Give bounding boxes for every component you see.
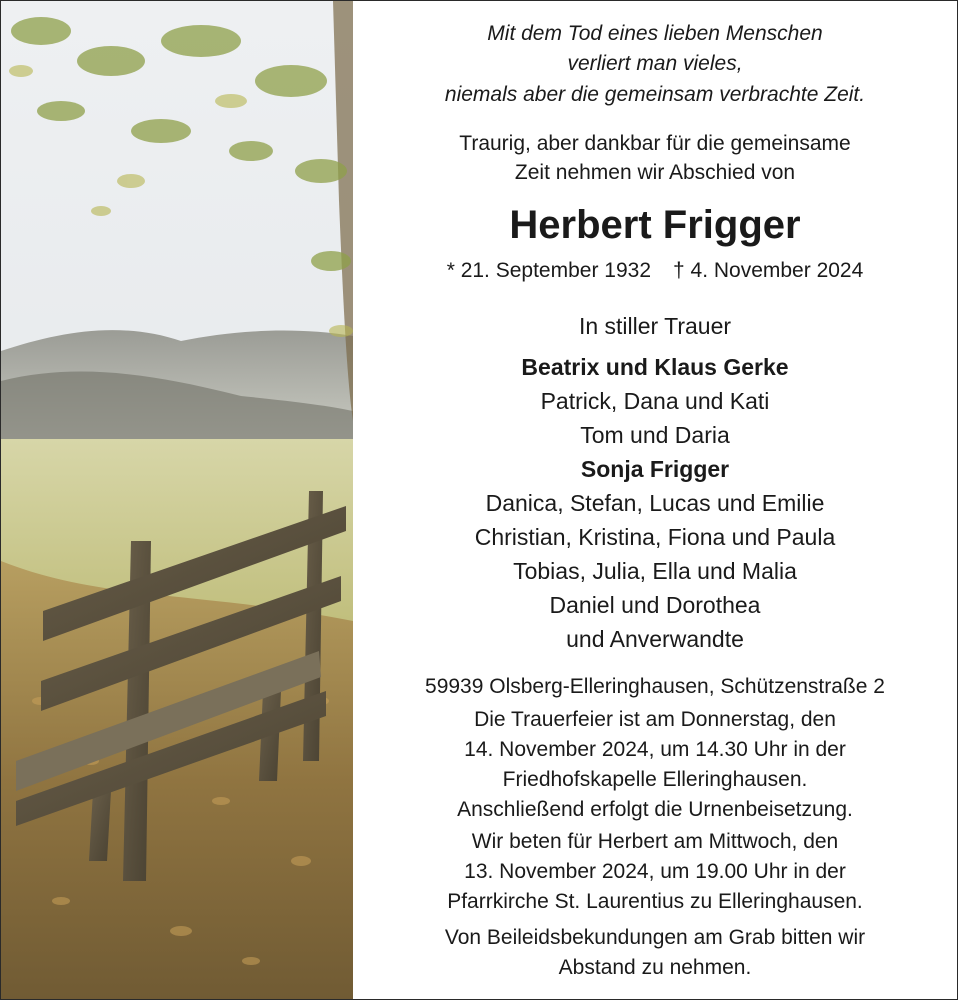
motto-line: verliert man vieles,	[567, 52, 743, 75]
funeral-line: Anschließend erfolgt die Urnenbeisetzung.	[457, 798, 853, 821]
mourner-line: Sonja Frigger	[580, 456, 730, 482]
funeral-line: Friedhofskapelle Elleringhausen.	[502, 768, 808, 791]
mourner-line: Tom und Daria	[580, 422, 730, 448]
life-dates	[353, 257, 957, 285]
prayer-line: Pfarrkirche St. Laurentius zu Elleringhausen.	[447, 890, 863, 913]
intro-line: Zeit nehmen wir Abschied von	[514, 161, 796, 184]
motto-line: Mit dem Tod eines lieben Menschen	[487, 22, 823, 45]
bench-landscape-image	[1, 1, 353, 999]
birth-date: * 21. September 1932	[446, 259, 651, 282]
mourner-line: Patrick, Dana und Kati	[540, 388, 770, 414]
closing-line: Abstand zu nehmen.	[558, 956, 752, 979]
prayer-line: 13. November 2024, um 19.00 Uhr in der	[464, 860, 846, 883]
deceased-name: Herbert Frigger	[509, 203, 801, 247]
closing-line: Von Beileidsbekundungen am Grab bitten wir	[444, 926, 866, 949]
prayer-line: Wir beten für Herbert am Mittwoch, den	[471, 830, 839, 853]
mourning-heading: In stiller Trauer	[578, 313, 732, 339]
funeral-line: Die Trauerfeier ist am Donnerstag, den	[474, 708, 836, 731]
mourner-line: Danica, Stefan, Lucas und Emilie	[485, 490, 825, 516]
mourner-line: Beatrix und Klaus Gerke	[521, 354, 789, 380]
death-date: † 4. November 2024	[673, 259, 864, 282]
address: 59939 Olsberg-Elleringhausen, Schützenstraße 2	[425, 675, 885, 698]
obituary-text	[353, 1, 957, 999]
motto-line: niemals aber die gemeinsam verbrachte Zeit.	[444, 83, 866, 106]
funeral-line: 14. November 2024, um 14.30 Uhr in der	[464, 738, 846, 761]
mourner-line: Daniel und Dorothea	[549, 592, 761, 618]
mourner-line: Christian, Kristina, Fiona und Paula	[474, 524, 836, 550]
mourner-line: Tobias, Julia, Ella und Malia	[513, 558, 797, 584]
mourner-line: und Anverwandte	[566, 626, 744, 652]
intro-line: Traurig, aber dankbar für die gemeinsame	[459, 132, 851, 155]
